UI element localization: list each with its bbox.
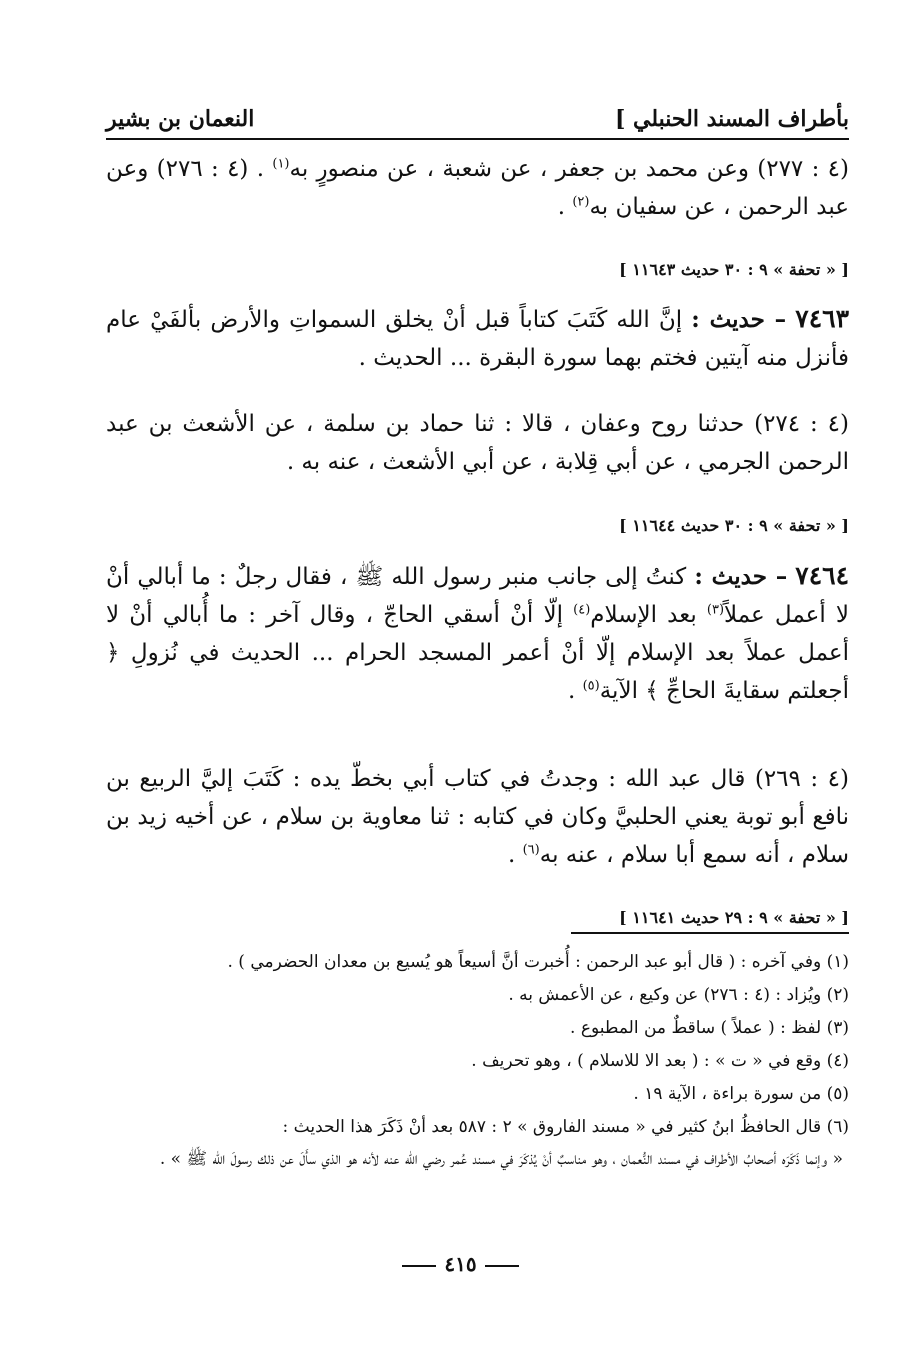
chain-text-1c: عبد الرحمن ، عن سفيان به [589, 194, 849, 220]
hadith-number: ٧٤٦٣ [795, 304, 850, 333]
hadith-label: – حديث : [694, 563, 788, 590]
footnote-separator [571, 932, 849, 934]
header-section-title: النعمان بن بشير [106, 106, 255, 132]
page-number-dash [485, 1265, 519, 1267]
hadith-body: إنَّ الله كَتَبَ كتاباً قبل أنْ يخلق السمواتِ والأرض بألفَيْ عام فأنزل منه آيتين فختم بهما سورة البقرة ... الحديث . [106, 307, 849, 371]
chain-text-1 [106, 150, 849, 226]
page-number-dash [402, 1265, 436, 1267]
chain-paragraph-1 [106, 150, 849, 226]
chain-paragraph-2 [106, 405, 849, 481]
page-number [0, 1252, 921, 1276]
hadith-body-a: كنتُ إلى جانب منبر رسول الله ﷺ ، فقال رجلٌ : ما أبالي أنْ لا أعمل عملاً [106, 564, 850, 628]
chain-text-3-end: . [507, 842, 516, 868]
chain-text-1b: . (٤ : ٢٧٦) وعن [106, 156, 265, 182]
hadith-7463 [106, 300, 849, 377]
tuhfa-reference-1 [106, 258, 849, 282]
footnote-marker-6[interactable]: (٦) [522, 842, 540, 858]
ref-text-2: [ « تحفة » ٩ : ٣٠ حديث ١١٦٤٤ ] [619, 516, 849, 535]
hadith-body-b: بعد الإسلام [590, 602, 697, 628]
footnote-2: (٢) ويُزاد : (٤ : ٢٧٦) عن وكيع ، عن الأعمش به . [508, 985, 849, 1005]
hadith-body-end: . [567, 678, 576, 704]
chain-text-1a: (٤ : ٢٧٧) وعن محمد بن جعفر ، عن شعبة ، عن منصورٍ به [289, 156, 849, 182]
footnote-3: (٣) لفظ : ( عملاً ) ساقطٌ من المطبوع . [570, 1018, 849, 1038]
chain-text-3 [106, 760, 849, 874]
chain-paragraph-3 [106, 760, 849, 874]
hadith-number: ٧٤٦٤ [795, 561, 850, 590]
tuhfa-reference-2 [106, 514, 849, 538]
ref-text-3: [ « تحفة » ٩ : ٢٩ حديث ١١٦٤١ ] [619, 908, 849, 927]
hadith-7464-text [106, 557, 849, 710]
footnote-6: (٦) قال الحافظُ ابنُ كثير في « مسند الفاروق » ٢ : ٥٨٧ بعد أنْ ذَكَرَ هذا الحديث : [282, 1117, 849, 1137]
running-header [106, 92, 849, 140]
chain-text-1-end: . [557, 194, 565, 220]
footnote-4: (٤) وقع في « ت » : ( بعد الا للاسلام ) ، وهو تحريف . [471, 1051, 849, 1071]
footnote-1: (١) وفي آخره : ( قال أبو عبد الرحمن : أُخبرت أنَّ أسيعاً هو يُسيع بن معدان الحضرمي ) . [227, 952, 849, 972]
page-number-value: ٤١٥ [444, 1252, 477, 1276]
chain-text-2: (٤ : ٢٧٤) حدثنا روح وعفان ، قالا : ثنا حماد بن سلمة ، عن الأشعث بن عبد الرحمن الجرمي ، عن أبي قِلابة ، عن أبي الأشعث ، عنه به . [106, 411, 850, 475]
footnote-marker-3[interactable]: (٣) [706, 602, 725, 618]
footnote-marker-5[interactable]: (٥) [582, 678, 600, 694]
hadith-label: – حديث : [691, 306, 787, 333]
hadith-7464 [106, 557, 849, 710]
hadith-body-c: إلّا أنْ أسقي الحاجّ ، وقال آخر : ما أُبالي أنْ لا أعمل عملاً بعد الإسلام إلّا أنْ أعمر المسجد الحرام ... الحديث في نُزولِ ﴿ أجعلتم سقايةَ الحاجِّ ﴾ الآية [106, 602, 849, 704]
chain-text-3a: (٤ : ٢٦٩) قال عبد الله : وجدتُ في كتاب أبي بخطّ يده : كَتَبَ إليَّ الربيع بن نافع أبو توبة يعني الحلبيَّ وكان في كتابه : ثنا معاوية بن سلام ، عن أخيه زيد بن سلام ، أنه سمع أبا سلام ، عنه به [106, 766, 849, 868]
header-book-title: بأطراف المسند الحنبلي ] [614, 106, 849, 132]
ref-text-1: [ « تحفة » ٩ : ٣٠ حديث ١١٦٤٣ ] [619, 260, 849, 279]
footnote-marker-2[interactable]: (٢) [572, 194, 590, 210]
tuhfa-reference-3 [106, 906, 849, 930]
footnote-marker-1[interactable]: (١) [272, 156, 290, 172]
footnotes [106, 946, 849, 1174]
footnote-5: (٥) من سورة براءة ، الآية ١٩ . [633, 1084, 849, 1104]
footnote-marker-4[interactable]: (٤) [573, 602, 591, 618]
hadith-7463-text [106, 300, 849, 377]
footnote-6-continuation: « وإنما ذَكَرَه أصحابُ الأطراف في مسند النُّعمان ، وهو مناسبٌ أنْ يُذكَرَ في مسند عُمر رضي الله عنه لأنه هو الذي سأَلَ عن ذلك رسولَ الله ﷺ » . [159, 1149, 843, 1169]
